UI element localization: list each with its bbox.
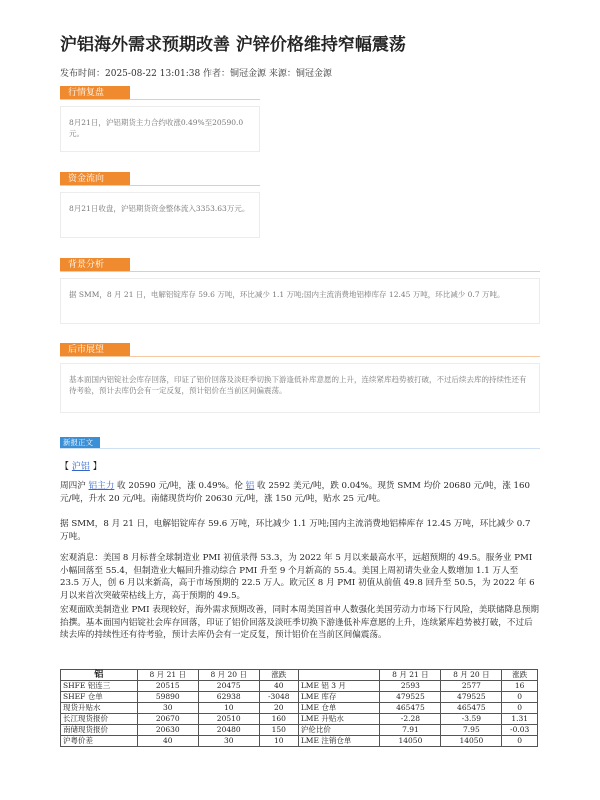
section-text-background: 据 SMM，8 月 21 日，电解铝锭库存 59.6 万吨，环比减少 1.1 万吨;国内主流消费地铝棒库存 12.45 万吨，环比减少 0.7 万吨。 — [69, 290, 505, 299]
table-cell: 沪粤价差 — [61, 736, 138, 747]
tag-close: 】 — [89, 462, 102, 472]
tag-link-aluminum[interactable]: 沪铝 — [71, 462, 90, 472]
news-paragraph-3: 宏观消息：美国 8 月标普全球制造业 PMI 初值录得 53.3，为 2022 年 5 月以来最高水平，远超预期的 49.5。服务业 PMI 小幅回落至 55.4，但制造业大幅回升推动综合 PMI 升至 9 个月新高的 55.4。美国上周初请失业金人数增加 1.1 万人至 23.5 万人，创 6 月以来新高，高于市场预期的 22.5 万人。欧元区 8 月 PMI 初值从前值 49.8 回升至 50.5，为 2022 年 6 月以来首次突破荣枯线上方，高于预期的 49.5。 — [60, 553, 535, 601]
table-cell: 2577 — [441, 681, 502, 692]
table-cell: LME 铝 3 月 — [298, 681, 380, 692]
table-corner: 铝 — [61, 670, 138, 681]
news-rule — [60, 448, 540, 449]
table-cell: LME 注销仓单 — [298, 736, 380, 747]
section-text-market-review: 8月21日，沪铝期货主力合约收涨0.49%至20590.0元。 — [69, 118, 244, 138]
p1-text-a: 周四沪 — [60, 481, 89, 491]
news-paragraph-4: 宏观面欧美制造业 PMI 表现较好，海外需求预期改善，同时本周美国首申人数强化美国劳动力市场下行风险，美联储降息预期抬撰。基本面国内铝锭社会库存回落，印证了铝价回落及淡旺季切换下游逢低补库意愿的上升，连续紧库趋势被打破，不过后续去库的持续性还有待考验，预计去库仍会有一定反复，预计铝价在当前区间偏震荡。 — [60, 605, 539, 640]
table-row — [61, 725, 538, 736]
table-cell: 20 — [259, 703, 298, 714]
table-cell: -2.28 — [380, 714, 441, 725]
table-cell: 现货升贴水 — [61, 703, 138, 714]
table-cell: 20670 — [137, 714, 198, 725]
table-cell: 7.91 — [380, 725, 441, 736]
table-cell: 16 — [502, 681, 538, 692]
price-table — [60, 669, 538, 747]
p1-text-c: 收 2592 美元/吨，跌 0.04%。现货 SMM 均价 20680 元/吨，涨 160 元/吨，升水 20 元/吨。南储现货均价 20630 元/吨，涨 150 元/吨，贴水 25 元/吨。 — [60, 481, 530, 504]
section-rule — [60, 99, 260, 100]
table-cell: SHEF 仓单 — [61, 692, 138, 703]
table-cell: 479525 — [441, 692, 502, 703]
tag-line — [60, 459, 102, 472]
table-cell: 7.95 — [441, 725, 502, 736]
table-row — [61, 692, 538, 703]
table-cell: LME 库存 — [298, 692, 380, 703]
link-aluminum[interactable]: 铝 — [245, 481, 255, 491]
table-cell: 30 — [198, 736, 259, 747]
table-cell: LME 仓单 — [298, 703, 380, 714]
table-cell: -0.03 — [502, 725, 538, 736]
news-paragraph-1 — [60, 480, 540, 505]
table-cell: 62938 — [198, 692, 259, 703]
table-cell: 10 — [198, 703, 259, 714]
table-cell: 0 — [502, 703, 538, 714]
table-row — [61, 714, 538, 725]
table-header: 8 月 20 日 — [441, 670, 502, 681]
section-label-background: 背景分析 — [60, 258, 130, 272]
section-rule — [60, 356, 540, 357]
section-label-outlook: 后市展望 — [60, 343, 130, 357]
table-row — [61, 703, 538, 714]
table-header: 8 月 21 日 — [380, 670, 441, 681]
table-row — [61, 681, 538, 692]
table-cell: 14050 — [380, 736, 441, 747]
news-paragraph-2: 据 SMM，8 月 21 日，电解铝锭库存 59.6 万吨，环比减少 1.1 万吨;国内主流消费地铝棒库存 12.45 万吨，环比减少 0.7 万吨。 — [60, 519, 531, 542]
table-cell: 20630 — [137, 725, 198, 736]
section-rule — [60, 185, 260, 186]
table-cell: 30 — [137, 703, 198, 714]
table-header: 8 月 21 日 — [137, 670, 198, 681]
table-cell: 20510 — [198, 714, 259, 725]
link-aluminum-main[interactable]: 铝主力 — [88, 481, 115, 491]
section-box-fund-flow — [60, 192, 260, 238]
table-cell: 160 — [259, 714, 298, 725]
section-box-background — [60, 278, 540, 324]
table-cell: -3.59 — [441, 714, 502, 725]
table-cell: 0 — [502, 692, 538, 703]
table-header: 8 月 20 日 — [198, 670, 259, 681]
table-cell: 150 — [259, 725, 298, 736]
table-cell: 20515 — [137, 681, 198, 692]
section-text-fund-flow: 8月21日收盘，沪铝期货资金整体流入3353.63万元。 — [69, 204, 250, 213]
section-box-market-review — [60, 106, 260, 152]
table-cell: 465475 — [441, 703, 502, 714]
table-cell: 长江现货报价 — [61, 714, 138, 725]
table-cell: 沪伦比价 — [298, 725, 380, 736]
table-cell: -3048 — [259, 692, 298, 703]
article-meta: 发布时间：2025-08-22 13:01:38 作者：铜冠金源 来源：铜冠金源 — [60, 69, 332, 79]
table-cell: 40 — [137, 736, 198, 747]
table-cell: 20480 — [198, 725, 259, 736]
table-row — [61, 736, 538, 747]
table-cell: 2593 — [380, 681, 441, 692]
table-header — [298, 670, 380, 681]
table-cell: 14050 — [441, 736, 502, 747]
section-label-fund-flow: 资金流向 — [60, 172, 130, 186]
table-cell: 479525 — [380, 692, 441, 703]
table-cell: LME 升贴水 — [298, 714, 380, 725]
section-rule — [60, 271, 540, 272]
table-header: 涨跌 — [502, 670, 538, 681]
table-cell: 10 — [259, 736, 298, 747]
section-box-outlook — [60, 363, 540, 413]
table-cell: 南储现货报价 — [61, 725, 138, 736]
table-cell: 20475 — [198, 681, 259, 692]
news-label: 新报正文 — [60, 437, 100, 448]
article-title: 沪铝海外需求预期改善 沪锌价格维持窄幅震荡 — [60, 35, 406, 55]
table-header: 涨跌 — [259, 670, 298, 681]
table-cell: 59890 — [137, 692, 198, 703]
tag-open: 【 — [60, 462, 72, 472]
table-cell: 465475 — [380, 703, 441, 714]
table-cell: SHFE 铝连三 — [61, 681, 138, 692]
p1-text-b: 收 20590 元/吨，涨 0.49%。伦 — [114, 481, 246, 491]
table-cell: 40 — [259, 681, 298, 692]
table-header-row — [61, 670, 538, 681]
table-cell: 1.31 — [502, 714, 538, 725]
section-text-outlook: 基本面国内铝锭社会库存回落，印证了铝价回落及淡旺季切换下游逢低补库意愿的上升，连续紧库趋势被打破，不过后续去库的持续性还有待考验，预计去库仍会有一定反复，预计铝价在当前区间偏震荡。 — [69, 375, 527, 395]
table-cell: 0 — [502, 736, 538, 747]
section-label-market-review: 行情复盘 — [60, 86, 130, 100]
